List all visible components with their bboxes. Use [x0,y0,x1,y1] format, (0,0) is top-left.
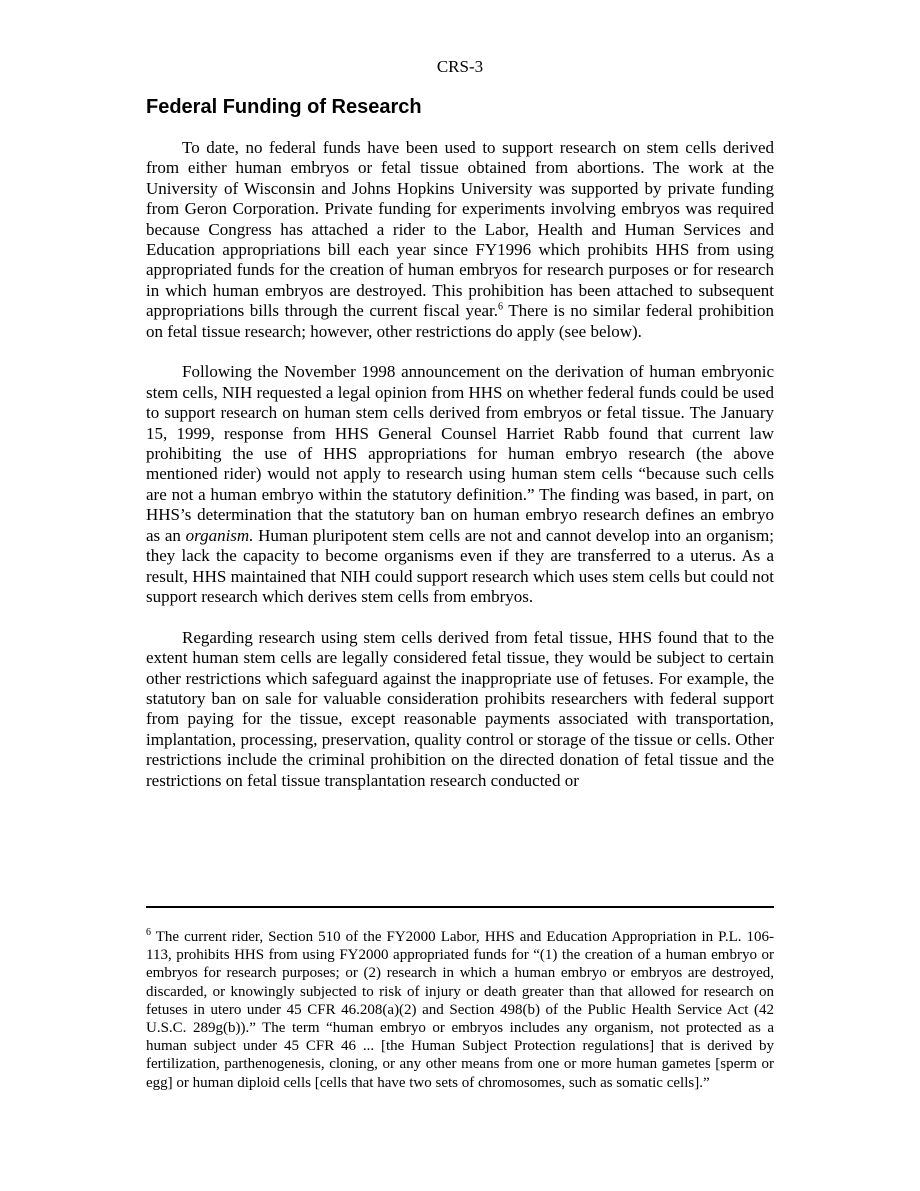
body-text [146,138,774,811]
paragraph-1 [146,138,774,342]
footnote-divider [146,906,774,908]
page-number: CRS-3 [436,57,484,76]
footnote-text: The current rider, Section 510 of the FY2000 Labor, HHS and Education Appropriation in P.L. 106-113, prohibits HHS from using FY2000 appropriated funds for “(1) the creation of a human embryo or embryos for research purposes; or (2) research in which a human embryo or embryos are destroyed, discarded, or knowingly subjected to risk of injury or death greater than that allowed for research on fetuses in utero under 45 CFR 46.208(a)(2) and Section 498(b) of the Public Health Service Act (42 U.S.C. 289g(b)).” The term “human embryo or embryos includes any organism, not protected as a human subject under 45 CFR 46 ... [the Human Subject Protection regulations] that is derived by fertilization, parthenogenesis, cloning, or any other means from one or more human gametes [sperm or egg] or human diploid cells [cells that have two sets of chromosomes, such as somatic cells].” [146,929,774,1091]
section-heading: Federal Funding of Research [146,96,422,118]
paragraph-2 [146,362,774,607]
paragraph-3 [146,628,774,791]
paragraph-2-emphasis: organism. [185,525,254,545]
footnote [146,928,774,1092]
footnote-reference: 6 [498,301,504,313]
paragraph-1-tail: There is no similar federal prohibition on fetal tissue research; however, other restrictions do apply (see below). [146,301,774,341]
paragraph-2-text-a: Following the November 1998 announcement on the derivation of human embryonic stem cells, NIH requested a legal opinion from HHS on whether federal funds could be used to support research on human stem cells derived from embryos or fetal tissue. The January 15, 1999, response from HHS General Counsel Harriet Rabb found that current law prohibiting the use of HHS appropriations for human embryo research (the above mentioned rider) would not apply to research using human stem cells “because such cells are not a human embryo within the statutory definition.” The finding was based, in part, on HHS’s determination that the statutory ban on human embryo research defines an embryo as an [146,362,774,545]
paragraph-1-text: To date, no federal funds have been used to support research on stem cells derived from either human embryos or fetal tissue obtained from abortions. The work at the University of Wisconsin and Johns Hopkins University was supported by private funding from Geron Corporation. Private funding for experiments involving embryos was required because Congress has attached a rider to the Labor, Health and Human Services and Education appropriations bill each year since FY1996 which prohibits HHS from using appropriated funds for the creation of human embryos for research purposes or for research in which human embryos are destroyed. This prohibition has been attached to subsequent appropriations bills through the current fiscal year. [146,138,774,321]
paragraph-3-text: Regarding research using stem cells derived from fetal tissue, HHS found that to the extent human stem cells are legally considered fetal tissue, they would be subject to certain other restrictions which safeguard against the inappropriate use of fetuses. For example, the statutory ban on sale for valuable consideration prohibits researchers with federal support from paying for the tissue, except reasonable payments associated with transportation, implantation, processing, preservation, quality control or storage of the tissue or cells. Other restrictions include the criminal prohibition on the directed donation of fetal tissue and the restrictions on fetal tissue transplantation research conducted or [146,627,774,790]
footnote-marker: 6 [146,927,151,938]
paragraph-2-text-b: Human pluripotent stem cells are not and cannot develop into an organism; they lack the capacity to become organisms even if they are transferred to a uterus. As a result, HHS maintained that NIH could support research which uses stem cells but could not support research which derives stem cells from embryos. [146,525,774,606]
